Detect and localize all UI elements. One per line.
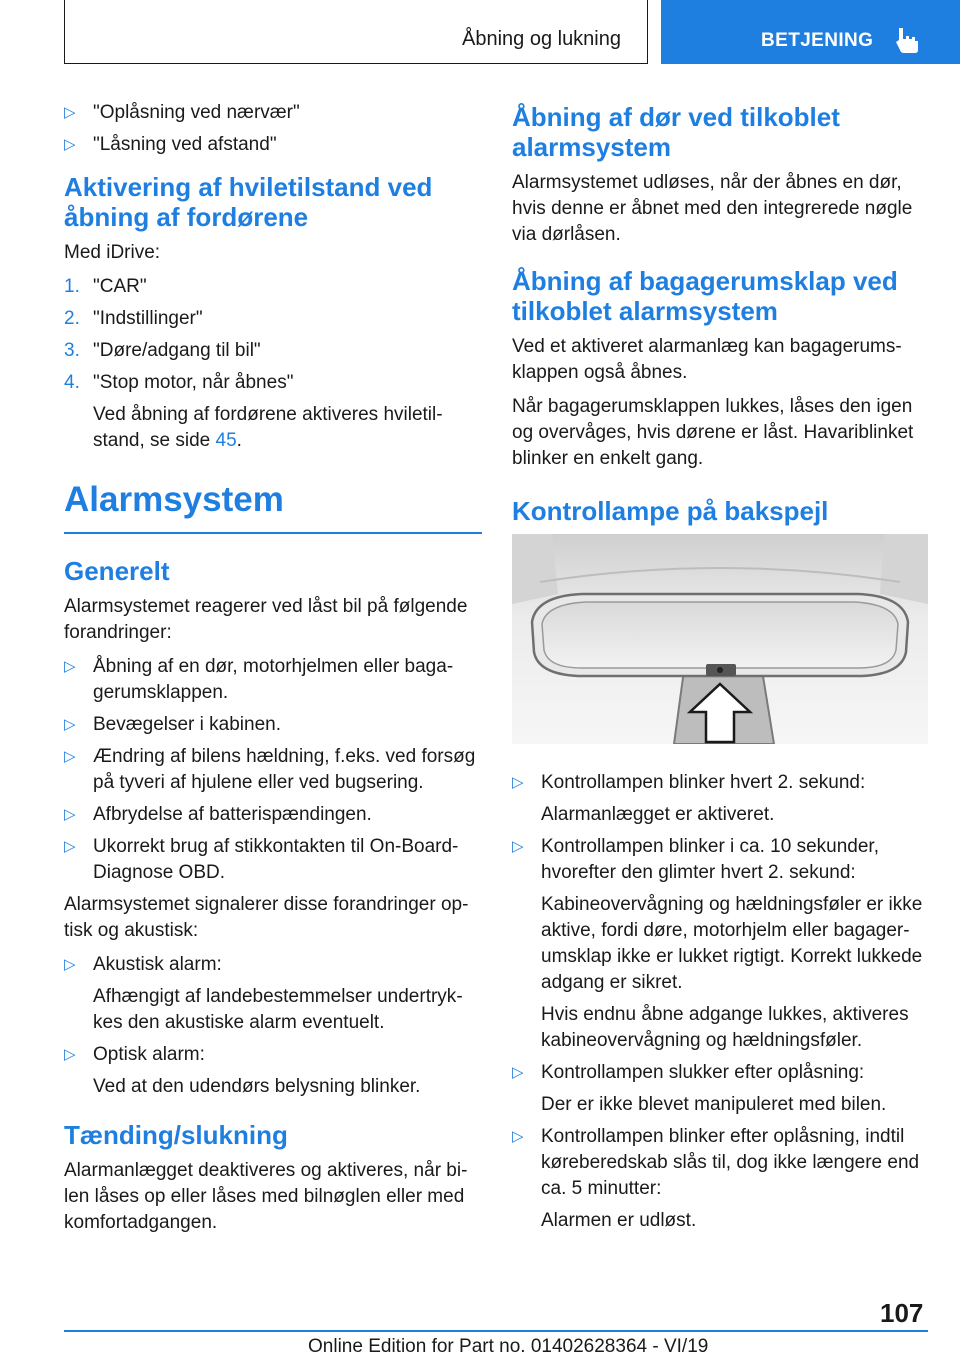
heading-ignition: Tænding/slukning	[64, 1120, 288, 1150]
rearview-mirror-illustration	[512, 534, 928, 744]
page-reference-link[interactable]: 45	[215, 430, 237, 451]
list-item: ▷ Afbrydelse af batterispændingen.	[64, 802, 482, 828]
triangle-bullet-icon: ▷	[64, 1046, 76, 1063]
triangle-bullet-icon: ▷	[64, 748, 76, 765]
list-item: ▷ "Oplåsning ved nærvær"	[64, 100, 482, 126]
header-frame	[64, 0, 648, 64]
general-intro: Alarmsystemet reagerer ved låst bil på følgende forandringer:	[64, 596, 468, 643]
heading-alarm-system: Alarmsystem	[64, 480, 482, 534]
heading-rest-mode: Aktivering af hviletilstand ved åbning af fordørene	[64, 172, 433, 232]
trunk-text-1: Ved et aktiveret alarmanlæg kan bagagerumsklappen også åbnes.	[512, 336, 902, 383]
list-item: ▷ Akustisk alarm: Afhængigt af landebestemmelser undertrykkes den akustiske alarm eventuelt.	[64, 954, 463, 1033]
list-item: ▷ Kontrollampen blinker hvert 2. sekund: Alarmanlægget er aktiveret.	[512, 772, 866, 825]
trunk-text-2: Når bagagerumsklappen lukkes, låses den igen og overvåges, hvis dørene er låst. Havariblinket blinker en enkelt gang.	[512, 396, 914, 469]
list-item: ▷ Åbning af en dør, motorhjelmen eller bagagerumsklappen.	[64, 656, 454, 703]
section-title: Åbning og lukning	[461, 28, 621, 50]
chapter-tab-label: BETJENING	[761, 30, 874, 51]
heading-door-opening: Åbning af dør ved tilkoblet alarmsystem	[512, 102, 840, 162]
pointing-hand-icon	[895, 26, 921, 54]
triangle-bullet-icon: ▷	[64, 806, 76, 823]
idrive-steps	[64, 274, 482, 454]
footer-divider	[64, 1330, 928, 1332]
list-item: ▷ Ændring af bilens hældning, f.eks. ved forsøg på tyveri af hjulene eller ved bugsering.	[64, 746, 476, 793]
triangle-bullet-icon: ▷	[512, 1128, 524, 1145]
list-item: ▷ Kontrollampen blinker efter oplåsning, indtil køreberedskab slås til, dog ikke længere end ca. 5 minutter: Alarmen er udløst.	[512, 1126, 920, 1231]
signal-intro: Alarmsystemet signalerer disse forandringer optisk og akustisk:	[64, 894, 469, 941]
triangle-bullet-icon: ▷	[512, 774, 524, 791]
triangle-bullet-icon: ▷	[64, 956, 76, 973]
top-bullet-list	[64, 100, 482, 158]
triangle-bullet-icon: ▷	[512, 1064, 524, 1081]
page-number: 107	[880, 1298, 924, 1328]
door-text: Alarmsystemet udløses, når der åbnes en dør, hvis denne er åbnet med den integrerede nøgle via dørlåsen.	[512, 172, 913, 245]
list-item: ▷ Kontrollampen blinker i ca. 10 sekunder, hvorefter den glimter hvert 2. sekund: Kabineovervågning og hældningsføler er ikke aktive, fordi døre, motorhjelm eller bagagerumsklap ikke er lukket rigtigt. Korrekt lukkede adgang er sikret. Hvis endnu åbne adgange lukkes, aktiveres kabineovervågning og hældningsføler.	[512, 836, 923, 1051]
lamp-bullet-list	[512, 770, 928, 1234]
triangle-bullet-icon: ▷	[64, 716, 76, 733]
general-bullet-list	[64, 654, 482, 886]
ignition-text: Alarmanlægget deaktiveres og aktiveres, når bilen låses op eller låses med bilnøglen eller med komfortadgangen.	[64, 1160, 468, 1233]
chapter-tab	[661, 0, 960, 64]
list-item: ▷ Bevægelser i kabinen.	[64, 712, 482, 738]
list-item: ▷ Kontrollampen slukker efter oplåsning: Der er ikke blevet manipuleret med bilen.	[512, 1062, 887, 1115]
idrive-intro: Med iDrive:	[64, 242, 161, 263]
triangle-bullet-icon: ▷	[64, 658, 76, 675]
list-item: ▷ Optisk alarm: Ved at den udendørs belysning blinker.	[64, 1044, 421, 1097]
step-item: 4. "Stop motor, når åbnes" Ved åbning af fordørene aktiveres hviletilstand, se side 45.	[64, 370, 482, 454]
right-column	[512, 100, 928, 1240]
step-item: 3. "Døre/adgang til bil"	[64, 340, 261, 361]
triangle-bullet-icon: ▷	[64, 838, 76, 855]
heading-trunk-opening: Åbning af bagagerumsklap ved tilkoblet alarmsystem	[512, 266, 898, 326]
left-column	[64, 100, 482, 1244]
step-note: Ved åbning af fordørene aktiveres hviletilstand, se side 45.	[93, 404, 443, 451]
triangle-bullet-icon: ▷	[64, 104, 76, 121]
heading-indicator-lamp: Kontrollampe på bakspejl	[512, 496, 829, 526]
list-item: ▷ "Låsning ved afstand"	[64, 132, 482, 158]
triangle-bullet-icon: ▷	[64, 136, 76, 153]
step-item: 2. "Indstillinger"	[64, 308, 203, 329]
heading-general: Generelt	[64, 556, 170, 586]
step-item: 1. "CAR"	[64, 276, 147, 297]
triangle-bullet-icon: ▷	[512, 838, 524, 855]
edition-note: Online Edition for Part no. 01402628364 - VI/19	[308, 1336, 709, 1357]
signal-bullet-list	[64, 952, 482, 1100]
list-item: ▷ Ukorrekt brug af stikkontakten til On-Board-Diagnose OBD.	[64, 836, 459, 883]
